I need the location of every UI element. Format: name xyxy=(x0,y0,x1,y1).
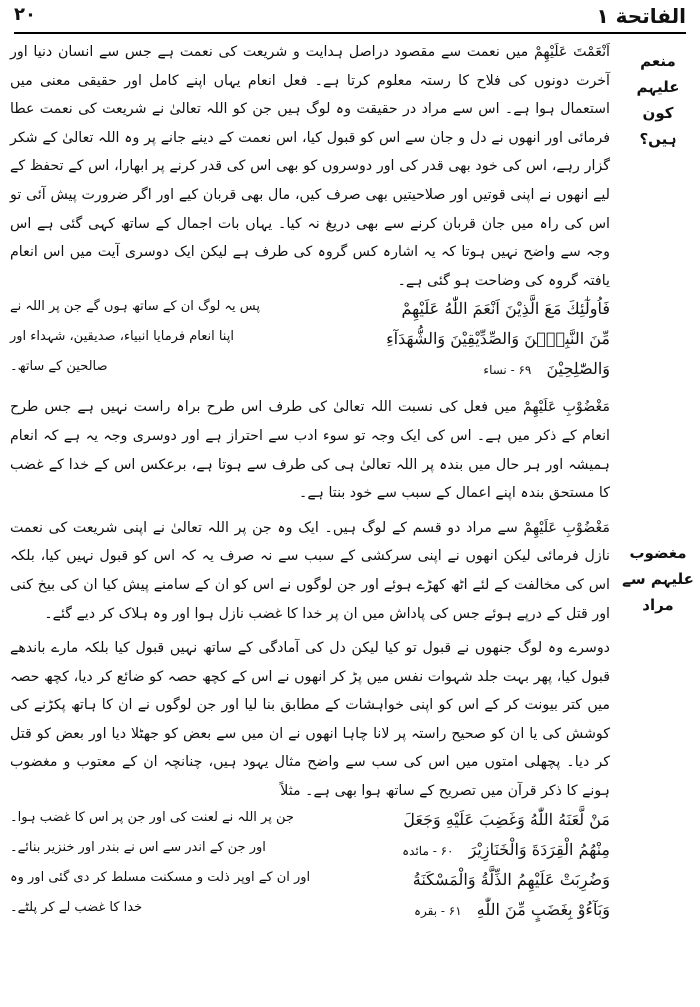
verse-translation: پس یہ لوگ ان کے ساتھ ہوں گے جن پر اللہ نے xyxy=(10,299,260,315)
verse-translation: اور ان کے اوپر ذلت و مسکنت مسلط کر دی گئی اور وہ xyxy=(10,869,311,885)
surah-title: الفاتحة ۱ xyxy=(596,4,686,28)
verse-arabic-with-ref xyxy=(483,359,610,378)
page-header xyxy=(14,4,686,30)
main-text-column xyxy=(10,38,610,930)
verse-arabic-with-ref xyxy=(402,840,610,859)
page-number: ۲۰ xyxy=(14,4,36,25)
margin-note-maghdub-alaihim: مغضوب علیہم سے مراد xyxy=(622,544,694,614)
paragraph-2: مَغْضُوْبِ عَلَيْهِمْ میں فعل کی نسبت اللہ تعالیٰ کی طرف اس طرح براہ راست نہیں ہے جس طرح انعام کے ذکر میں ہے۔ اس کی ایک وجہ تو سوء ادب سے احتراز ہے اور دوسری وجہ یہ ہے کہ انعام ہمیشہ اور ہر حال میں بندہ پر اللہ تعالیٰ ہی کی طرف سے ہوتا ہے، برعکس اس کے خدا کے غضب کا مستحق بندہ اپنے اعمال کے سبب سے خود بنتا ہے۔ xyxy=(10,399,610,502)
paragraph-4: دوسرے وہ لوگ جنھوں نے قبول تو کیا لیکن دل کی آمادگی کے ساتھ نہیں قبول کیا بلکہ مارے باندھے قبول کیا، پھر بہت جلد شہوات نفس میں پڑ کر انھوں نے اس کے کچھ حصہ کو ضائع کر دیا، کچھ حصہ میں کتر بیونت کر کے اس کو اپنی خواہشات کے مطابق بنا لیا اور جن لوگوں نے ان کا ہاتھ پکڑنے کی کوشش کی یا ان کو صحیح راستہ پر لانا چاہا انھوں نے ان میں سے بعض کو جھٹلا دیا اور بعض کو قتل کر دیا۔ پچھلی امتوں میں اس کی سب سے واضح مثال یہود ہیں، چنانچہ ان کے معتوب و مغضوب ہونے کا ذکر قرآن میں تصریح کے ساتھ ہوا بھی ہے۔ مثلاً xyxy=(10,640,610,800)
verse-translation: اور جن کے اندر سے اس نے بندر اور خنزیر بنائے۔ xyxy=(10,839,266,855)
verse-line xyxy=(10,900,610,930)
verse-reference: ۶۹ - نساء xyxy=(483,363,532,378)
header-divider xyxy=(14,32,686,34)
verse-translation: خدا کا غضب لے کر پلٹے۔ xyxy=(10,899,143,915)
verse-line xyxy=(10,359,610,389)
verse-arabic: وَالصّٰلِحِيْنَ xyxy=(546,359,610,379)
verse-block-1 xyxy=(10,299,610,389)
verse-arabic: فَاُولٰٓئِكَ مَعَ الَّذِيْنَ اَنْعَمَ اللّٰهُ عَلَيْهِمْ xyxy=(401,299,610,319)
verse-arabic-with-ref xyxy=(414,900,610,919)
verse-line xyxy=(10,840,610,870)
verse-line xyxy=(10,810,610,840)
paragraph-1: اَنْعَمْتَ عَلَيْهِمْ میں نعمت سے مقصود دراصل ہدایت و شریعت کی نعمت ہے جس سے انسان دنیا اور آخرت دونوں کی فلاح کا رستہ معلوم کرتا ہے۔ فعل انعام یہاں اپنے کامل اور حقیقی معنی میں استعمال ہوا ہے۔ اس سے مراد در حقیقت وہ لوگ ہیں جن کو اللہ تعالیٰ نے شریعت کی نعمت عطا فرمائی اور انھوں نے دل و جان سے اس کو قبول کیا، اس نعمت کے دینے جانے پر وہ اللہ تعالیٰ کے شکر گزار رہے، اس کی خود بھی قدر کی اور دوسروں کو بھی اس کی قدر کرنے پر ابھارا، اس کے تحفظ کے لیے انھوں نے اپنی قوتیں اور صلاحیتیں بھی صرف کیں، مال بھی قربان کیے اور اگر ضرورت پیش آئی تو اس کی راہ میں جان قربان کرنے سے بھی دریغ نہ کیا۔ یہاں بات اجمال کے ساتھ کہی گئی ہے اس وجہ سے واضح نہیں ہوتا کہ یہ اشارہ کس گروہ کی طرف ہے لیکن ایک دوسری آیت میں اس انعام یافتہ گروہ کی وضاحت ہو گئی ہے۔ xyxy=(10,44,610,289)
verse-translation: صالحین کے ساتھ۔ xyxy=(10,359,108,375)
verse-arabic: مِنْهُمُ الْقِرَدَةَ وَالْخَنَازِيْرَ xyxy=(468,839,610,859)
verse-translation: اپنا انعام فرمایا انبیاء، صدیقین، شہداء اور xyxy=(10,329,234,345)
verse-reference: ۶۰ - مائدہ xyxy=(402,843,454,858)
verse-arabic: وَضُرِبَتْ عَلَيْهِمُ الذِّلَّةُ وَالْمَسْكَنَةُ xyxy=(412,869,610,889)
verse-reference: ۶۱ - بقرہ xyxy=(414,903,462,918)
margin-note-munam-alaihim: منعم علیہم کون ہیں؟ xyxy=(636,52,680,148)
verse-arabic: وَبَآءُوْ بِغَضَبٍ مِّنَ اللّٰهِ xyxy=(476,899,610,919)
verse-arabic: مَنْ لَّعَنَهُ اللّٰهُ وَغَضِبَ عَلَيْهِ وَجَعَلَ xyxy=(403,809,610,829)
verse-arabic: مِّنَ النَّبِيّٖنَ وَالصِّدِّيْقِيْنَ وَالشُّهَدَآءِ xyxy=(386,329,610,349)
verse-line xyxy=(10,299,610,329)
paragraph-3: مَغْضُوْبِ عَلَيْهِمْ سے مراد دو قسم کے لوگ ہیں۔ ایک وہ جن پر اللہ تعالیٰ نے اپنی شریعت کی نعمت نازل فرمائی لیکن انھوں نے اپنی سرکشی کے سبب سے نہ صرف یہ کہ اس کو قبول نہیں کیا، بلکہ اس کی مخالفت کے لئے اٹھ کھڑے ہوئے اور جن لوگوں نے اس کو ان کے سامنے پیش کیا ان کی بیخ کنی اور قتل کے درپے ہوئے جس کی پاداش میں ان پر خدا کا غضب نازل ہوا اور وہ ہلاک کر دیے گئے۔ xyxy=(10,519,610,622)
verse-line xyxy=(10,329,610,359)
verse-translation: جن پر اللہ نے لعنت کی اور جن پر اس کا غضب ہوا۔ xyxy=(10,809,294,825)
verse-line xyxy=(10,870,610,900)
verse-block-2 xyxy=(10,810,610,930)
